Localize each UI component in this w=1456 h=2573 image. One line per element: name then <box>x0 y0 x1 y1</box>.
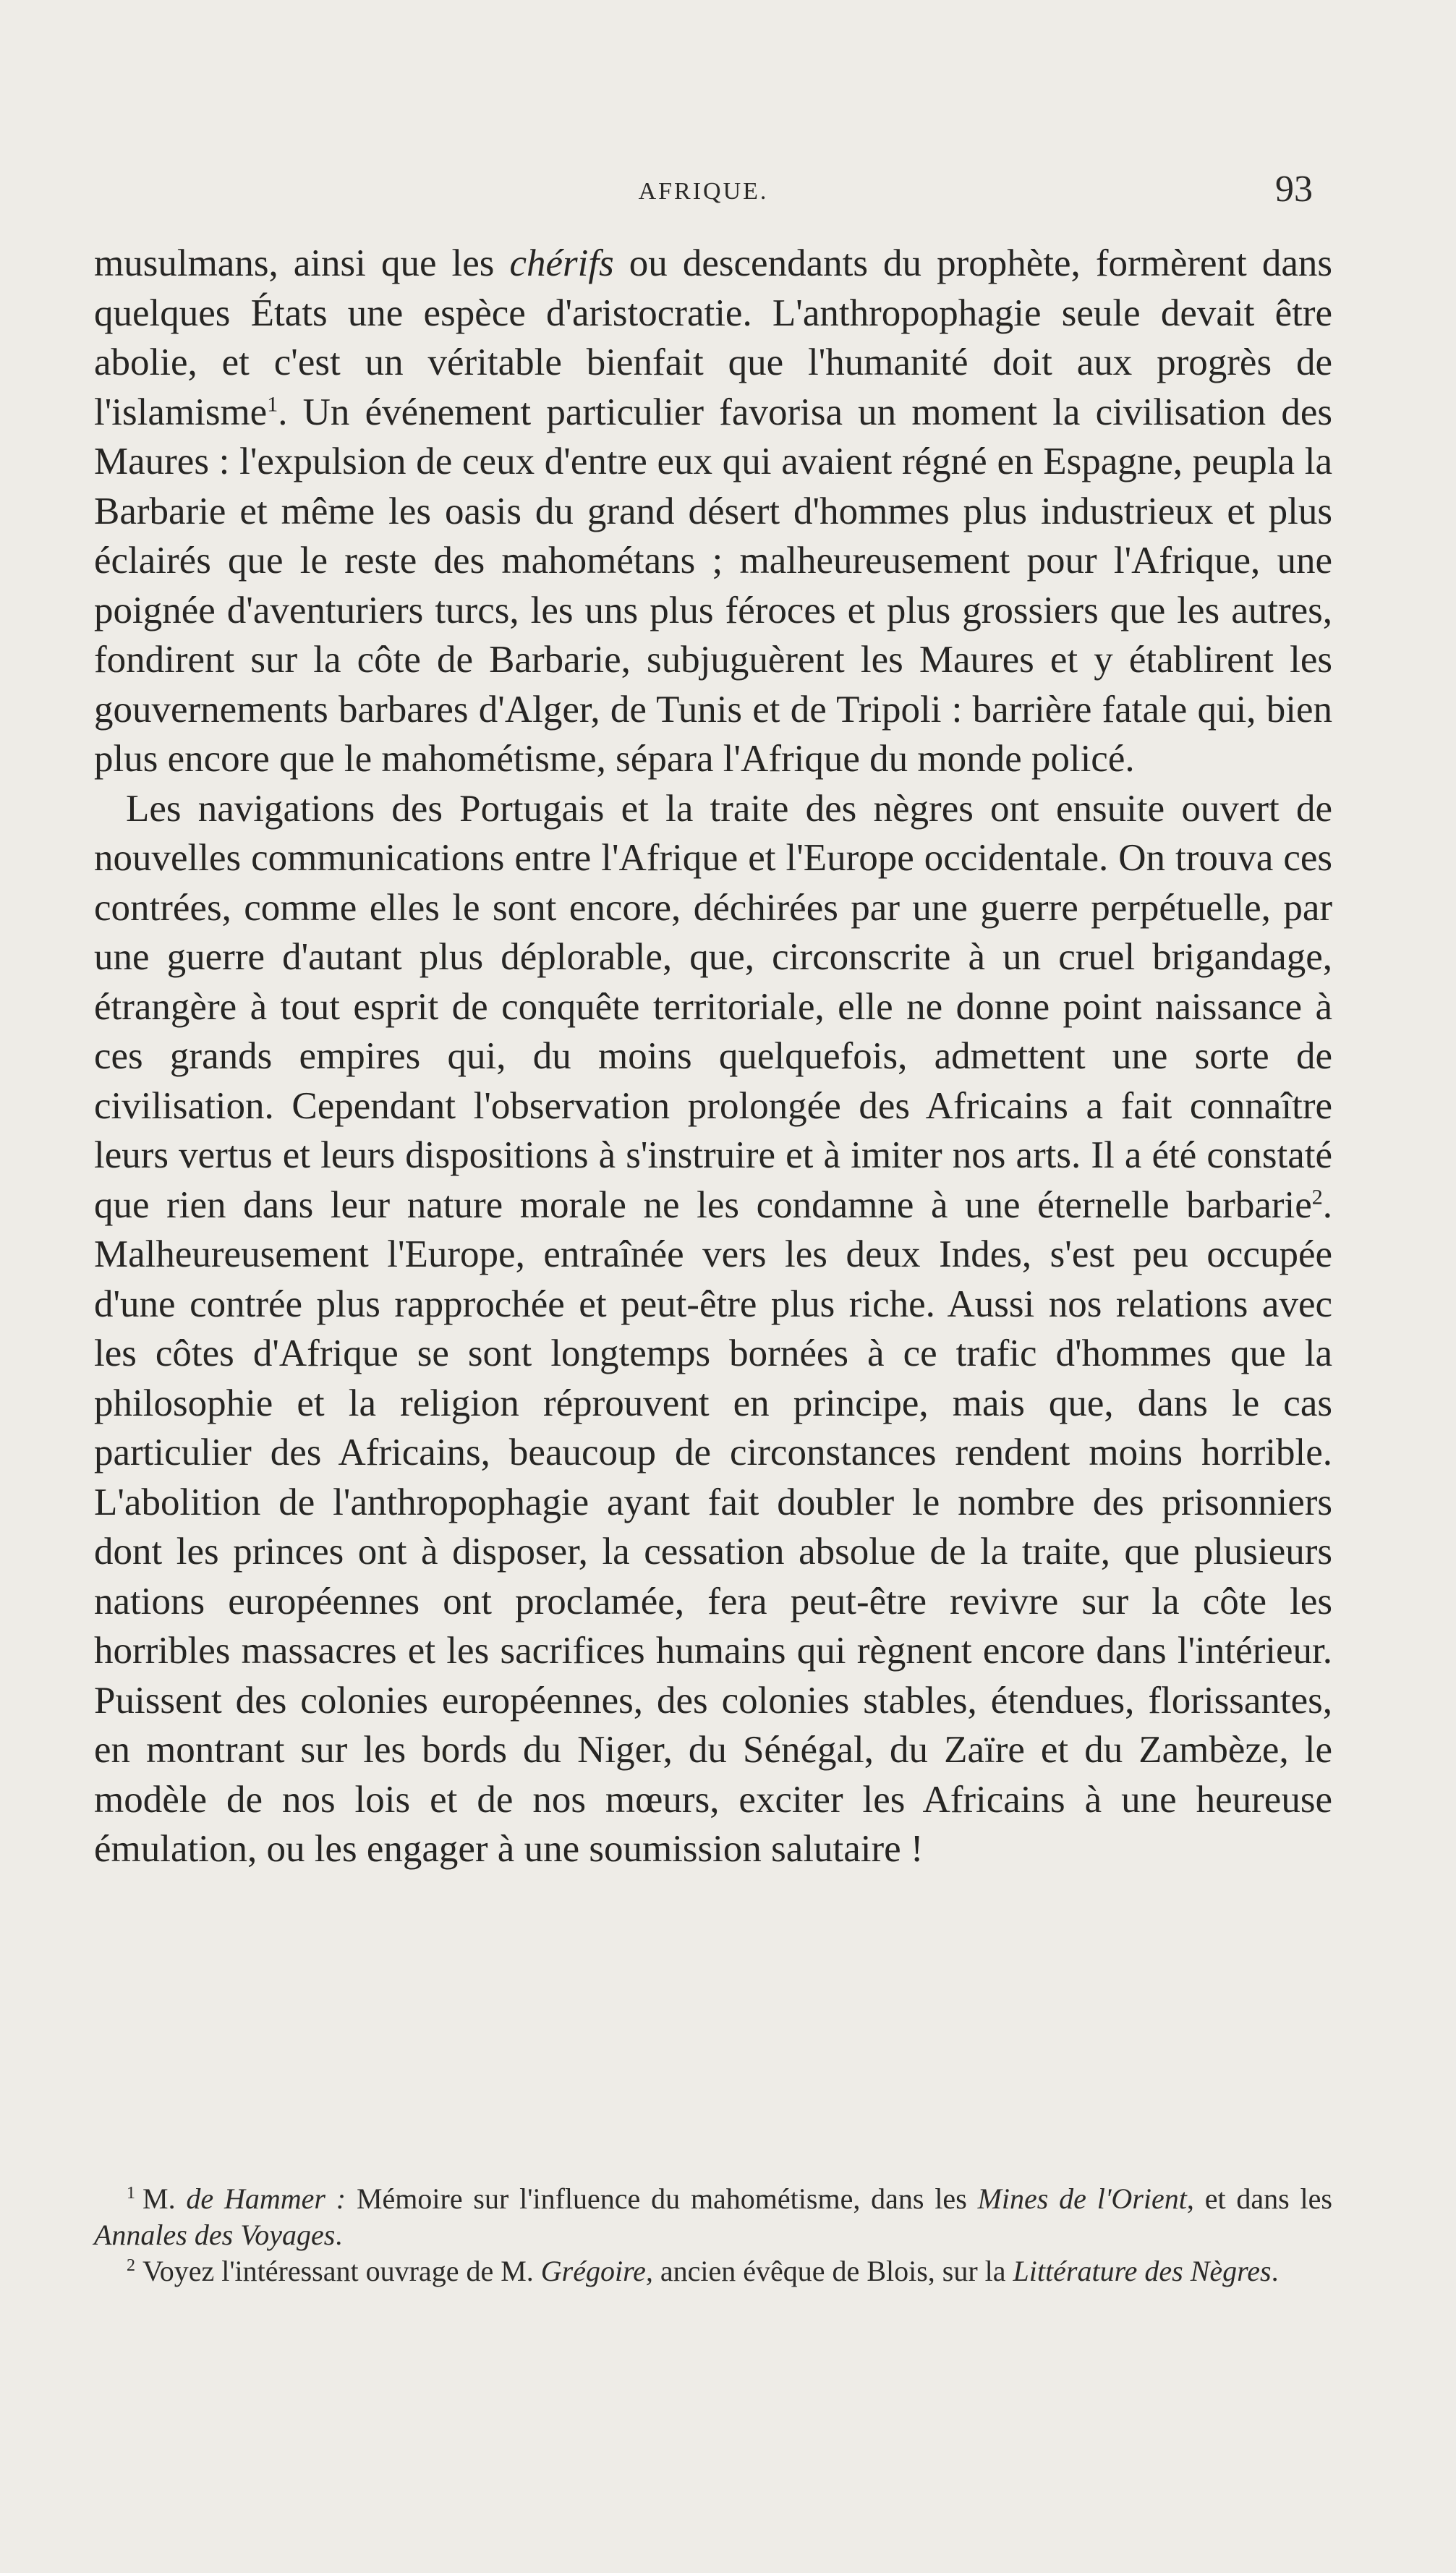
footnote-2-source: Littérature des Nègres <box>1013 2255 1272 2287</box>
footnote-1-source-2: Annales des Voyages <box>94 2219 336 2251</box>
footnote-2-mark: 2 <box>127 2255 135 2275</box>
paragraph-1-text-c: . Un événement particulier favorisa un moment la civilisation des Maures : l'expulsion de ceux d'entre eux qui avaient régné en Espagne, peupla la Barbarie et même les oasis du grand désert d'hommes plus industrieux et plus éclairés que le reste des mahométans ; malheureusement pour l'Afrique, une poignée d'aventuriers turcs, les uns plus féroces et plus grossiers que les autres, fondirent sur la côte de Barbarie, subjuguèrent les Maures et y établirent les gouvernements barbares d'Alger, de Tunis et de Tripoli : barrière fatale qui, bien plus encore que le mahométisme, sépara l'Afrique du monde policé. <box>94 391 1332 780</box>
footnote-1-author: de Hammer : <box>186 2182 346 2215</box>
footnote-reference-1: 1 <box>267 391 278 416</box>
footnote-2-text-b: ancien évêque de Blois, sur la <box>652 2255 1013 2287</box>
paragraph-1-italic-term: chérifs <box>509 242 614 284</box>
footnotes <box>94 2181 1332 2289</box>
footnote-2-text-a: Voyez l'intéressant ouvrage de M. <box>142 2255 541 2287</box>
paragraph-1-text-a: musulmans, ainsi que les <box>94 242 510 284</box>
page-header <box>94 168 1313 218</box>
paragraph-2 <box>94 784 1332 1874</box>
paragraph-1-text-b: ou descendants du prophète, formèrent dans quelques États une espèce d'aristocratie. L'anthropophagie seule devait être abolie, et c'est un véritable bienfait que l'humanité doit aux progrès de l'islamisme <box>94 242 1332 433</box>
footnote-2 <box>94 2253 1332 2289</box>
paragraph-1 <box>94 239 1332 784</box>
running-title: AFRIQUE. <box>638 178 769 205</box>
footnote-2-text-c: . <box>1271 2255 1279 2287</box>
footnote-1-mark: 1 <box>127 2183 135 2203</box>
footnote-1-text-b: Mémoire sur l'influence du mahométisme, dans les <box>346 2182 978 2215</box>
footnote-reference-2: 2 <box>1311 1184 1323 1209</box>
footnote-1-text-c: , et dans les <box>1186 2182 1332 2215</box>
footnote-1-text-d: . <box>335 2219 343 2251</box>
footnote-1-text-a: M. <box>142 2182 187 2215</box>
paragraph-2-text-a: Les navigations des Portugais et la traite des nègres ont ensuite ouvert de nouvelles communications entre l'Afrique et l'Europe occidentale. On trouva ces contrées, comme elles le sont encore, déchirées par une guerre perpétuelle, par une guerre d'autant plus déplorable, que, circonscrite à un cruel brigandage, étrangère à tout esprit de conquête territoriale, elle ne donne point naissance à ces grands empires qui, du moins quelquefois, admettent une sorte de civilisation. Cependant l'observation prolongée des Africains a fait connaître leurs vertus et leurs dispositions à s'instruire et à imiter nos arts. Il a été constaté que rien dans leur nature morale ne les condamne à une éternelle barbarie <box>94 787 1332 1226</box>
footnote-2-author: Grégoire, <box>540 2255 653 2287</box>
page-number: 93 <box>1275 169 1313 210</box>
main-text <box>94 239 1332 1874</box>
footnote-1 <box>94 2181 1332 2253</box>
footnote-1-source-1: Mines de l'Orient <box>977 2182 1187 2215</box>
paragraph-2-text-b: . Malheureusement l'Europe, entraînée vers les deux Indes, s'est peu occupée d'une contrée plus rapprochée et peut-être plus riche. Aussi nos relations avec les côtes d'Afrique se sont longtemps bornées à ce trafic d'hommes que la philosophie et la religion réprouvent en principe, mais que, dans le cas particulier des Africains, beaucoup de circonstances rendent moins horrible. L'abolition de l'anthropophagie ayant fait doubler le nombre des prisonniers dont les princes ont à disposer, la cessation absolue de la traite, que plusieurs nations européennes ont proclamée, fera peut-être revivre sur la côte les horribles massacres et les sacrifices humains qui règnent encore dans l'intérieur. Puissent des colonies européennes, des colonies stables, étendues, florissantes, en montrant sur les bords du Niger, du Sénégal, du Zaïre et du Zambèze, le modèle de nos lois et de nos mœurs, exciter les Africains à une heureuse émulation, ou les engager à une soumission salutaire ! <box>94 1183 1332 1870</box>
